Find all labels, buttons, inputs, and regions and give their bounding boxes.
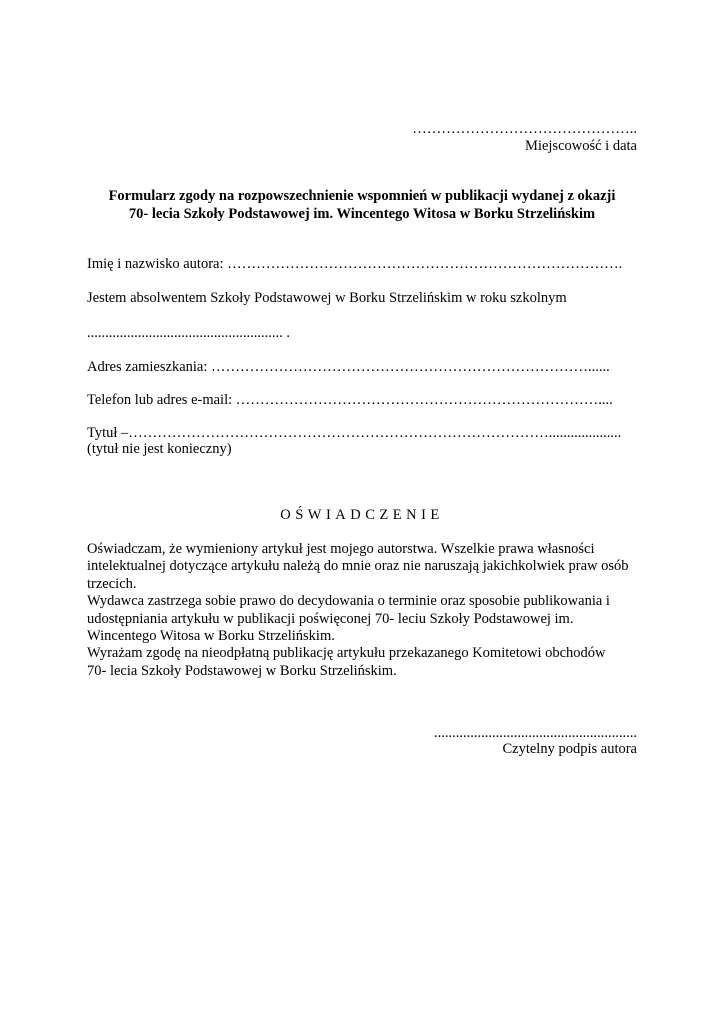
declaration-line: Oświadczam, że wymieniony artykuł jest mojego autorstwa. Wszelkie prawa własności — [87, 541, 595, 557]
declaration-line: Wyrażam zgodę na nieodpłatną publikację artykułu przekazanego Komitetowi obchodów — [87, 645, 606, 662]
address-field: Adres zamieszkania: ……………………………………………………………………...... — [87, 359, 610, 375]
declaration-line: intelektualnej dotyczące artykułu należą do mnie oraz nie naruszają jakichkolwiek praw osób — [87, 558, 629, 575]
contact-field: Telefon lub adres e-mail: ………………………………………………………………….... — [87, 392, 613, 408]
place-date-label: Miejscowość i data — [525, 138, 637, 154]
declaration-line: trzecich. — [87, 575, 137, 592]
declaration-line: udostępniania artykułu w publikacji poświęconej 70- leciu Szkoły Podstawowej im. — [87, 610, 574, 627]
place-date-dots: ……………………………………….. — [412, 121, 637, 137]
form-title-line-1: Formularz zgody na rozpowszechnienie wspomnień w publikacji wydanej z okazji — [108, 188, 616, 204]
declaration-line: 70- lecia Szkoły Podstawowej w Borku Strzelińskim. — [87, 662, 397, 679]
graduate-year-field: ...................................................... . — [87, 325, 290, 341]
author-name-field: Imię i nazwisko autora: ………………………………………………………………………. — [87, 256, 623, 272]
signature-dots: ........................................................ — [434, 725, 637, 741]
declaration-text — [87, 541, 647, 680]
declaration-heading: OŚWIADCZENIE — [280, 507, 444, 523]
declaration-line: Wincentego Witosa w Borku Strzelińskim. — [87, 628, 335, 645]
form-title-line-2: 70- lecia Szkoły Podstawowej im. Wincentego Witosa w Borku Strzelińskim — [128, 206, 596, 222]
graduate-statement: Jestem absolwentem Szkoły Podstawowej w Borku Strzelińskim w roku szkolnym — [87, 290, 567, 306]
article-title-field: Tytuł –…………………………………………………………………………….................... — [87, 425, 622, 441]
signature-label: Czytelny podpis autora — [502, 741, 637, 757]
declaration-line: Wydawca zastrzega sobie prawo do decydowania o terminie oraz sposobie publikowania i — [87, 593, 610, 610]
article-title-note: (tytuł nie jest konieczny) — [87, 441, 232, 457]
